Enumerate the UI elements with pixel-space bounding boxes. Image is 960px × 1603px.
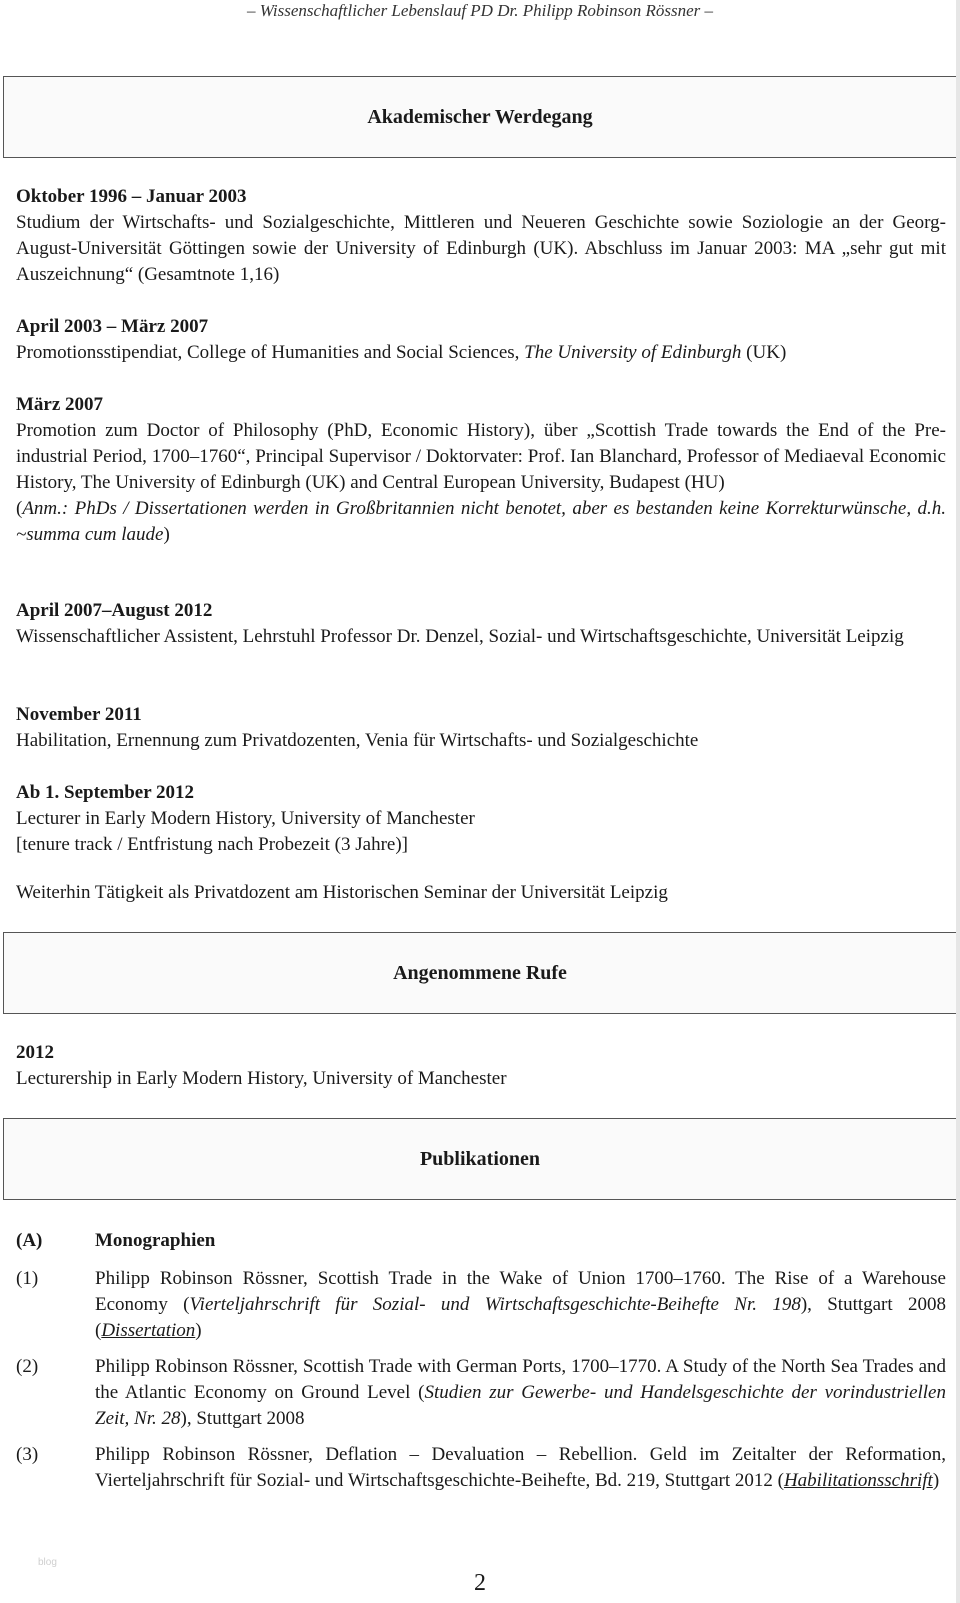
publication-number: (1): [16, 1268, 39, 1289]
publication-text: Philipp Robinson Rössner, Scottish Trade with German Ports, 1700–1770. A Study of the North Sea Trades and the Atlantic Economy on Ground Level (Studien zur Gewerbe- und Handelsgeschichte der vorindustriellen Zeit, Nr. 28), Stuttgart 2008: [95, 1356, 946, 1429]
section-title: Angenommene Rufe: [393, 962, 567, 984]
running-head: – Wissenschaftlicher Lebenslauf PD Dr. Philipp Robinson Rössner –: [246, 1, 714, 20]
entry-date: Oktober 1996 – Januar 2003: [16, 186, 247, 207]
entry-date: Ab 1. September 2012: [16, 782, 195, 803]
entry-study: [16, 184, 946, 288]
entry-text: Lecturership in Early Modern History, University of Manchester: [16, 1068, 507, 1089]
publication-number: (3): [16, 1444, 39, 1465]
entry-habilitation: [16, 702, 946, 754]
entry-scholarship: [16, 314, 946, 366]
publication-number: (2): [16, 1356, 39, 1377]
entry-text: Weiterhin Tätigkeit als Privatdozent am Historischen Seminar der Universität Leipzig: [16, 882, 668, 903]
entry-date: 2012: [16, 1042, 54, 1063]
page-number: 2: [474, 1570, 486, 1596]
publication-text: Philipp Robinson Rössner, Scottish Trade in the Wake of Union 1700–1760. The Rise of a Warehouse Economy (Vierteljahrschrift für Sozial- und Wirtschaftsgeschichte-Beihefte Nr. 198), Stuttgart 2008 (Dissertation): [95, 1268, 946, 1341]
publication-item: [16, 1266, 946, 1344]
entry-lecturer: [16, 780, 946, 858]
entry-text: Wissenschaftlicher Assistent, Lehrstuhl Professor Dr. Denzel, Sozial- und Wirtschaftsgeschichte, Universität Leipzig: [16, 626, 904, 647]
section-title: Akademischer Werdegang: [367, 106, 593, 128]
entry-text: [tenure track / Entfristung nach Probezeit (3 Jahre)]: [16, 834, 408, 855]
watermark: blog: [38, 1557, 57, 1568]
entry-phd: [16, 392, 946, 548]
entry-date: November 2011: [16, 704, 142, 725]
entry-date: April 2003 – März 2007: [16, 316, 209, 337]
entry-text: Studium der Wirtschafts- und Sozialgeschichte, Mittleren und Neueren Geschichte sowie Soziologie an der Georg-August-Universität Göttingen sowie der University of Edinburgh (UK). Abschluss im Januar 2003: MA „sehr gut mit Auszeichnung“ (Gesamtnote 1,16): [16, 212, 946, 285]
section-heading-publications: [3, 1118, 957, 1200]
entry-text: Promotion zum Doctor of Philosophy (PhD, Economic History), über „Scottish Trade towards the End of the Pre-industrial Period, 1700–1760“, Principal Supervisor / Doktorvater: Prof. Ian Blanchard, Professor of Mediaeval Economic History, The University of Edinburgh (UK) and Central European University, Budapest (HU): [16, 420, 946, 493]
page-edge: [956, 0, 960, 1603]
entry-privatdozent: [16, 880, 946, 906]
entry-text: Lecturer in Early Modern History, University of Manchester: [16, 808, 475, 829]
section-title: Publikationen: [419, 1148, 541, 1170]
entry-call-2012: [16, 1040, 946, 1092]
section-heading-academic: [3, 76, 957, 158]
publication-category: [16, 1228, 215, 1254]
entry-note: (Anm.: PhDs / Dissertationen werden in Großbritannien nicht benotet, aber es bestanden keine Korrekturwünsche, d.h. ~summa cum laude): [16, 498, 946, 545]
publication-item: [16, 1442, 946, 1494]
section-heading-calls: [3, 932, 957, 1014]
entry-text: Promotionsstipendiat, College of Humanities and Social Sciences, The University of Edinburgh (UK): [16, 342, 787, 363]
entry-text: Habilitation, Ernennung zum Privatdozenten, Venia für Wirtschafts- und Sozialgeschichte: [16, 730, 699, 751]
publication-item: [16, 1354, 946, 1432]
entry-date: März 2007: [16, 394, 104, 415]
publication-text: Philipp Robinson Rössner, Deflation – Devaluation – Rebellion. Geld im Zeitalter der Reformation, Vierteljahrschrift für Sozial- und Wirtschaftsgeschichte-Beihefte, Bd. 219, Stuttgart 2012 (Habilitationsschrift): [95, 1444, 946, 1491]
entry-assistant: [16, 598, 946, 650]
category-title: Monographien: [95, 1230, 216, 1251]
entry-date: April 2007–August 2012: [16, 600, 213, 621]
category-label: (A): [16, 1230, 43, 1251]
